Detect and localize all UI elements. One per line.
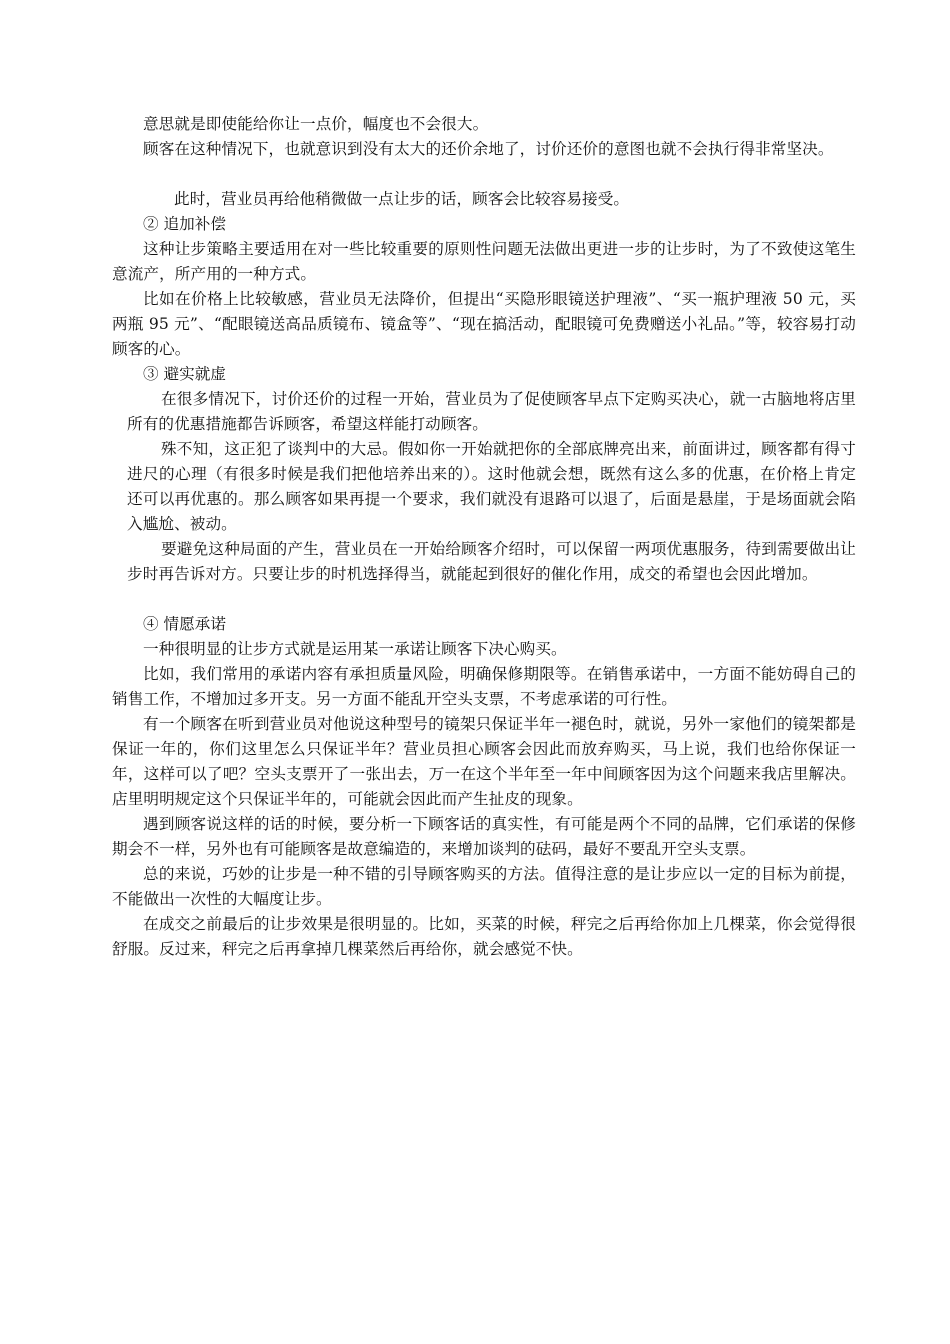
paragraph-warranty-example: 有一个顾客在听到营业员对他说这种型号的镜架只保证半年一褪色时，就说，另外一家他们的镜架都是保证一年的，你们这里怎么只保证半年？营业员担心顾客会因此而放弃购买，马上说，我们也给你保证一年，这样可以了吧？空头支票开了一张出去，万一在这个半年至一年中间顾客因为这个问题来我店里解决。店里明明规定这个只保证半年的，可能就会因此而产生扯皮的现象。 [112,715,856,808]
paragraph-reserve-offers: 要避免这种局面的产生，营业员在一开始给顾客介绍时，可以保留一两项优惠服务，待到需要做出让步时再告诉对方。只要让步的时机选择得当，就能起到很好的催化作用，成交的希望也会因此增加。 [127,540,856,583]
paragraph-compensation-strategy: 这种让步策略主要适用在对一些比较重要的原则性问题无法做出更进一步的让步时，为了不致使这笔生意流产，所产用的一种方式。 [112,240,856,283]
section-heading-willing-promise: ④ 情愿承诺 [143,615,226,633]
paragraph-final-concession: 在成交之前最后的让步效果是很明显的。比如，买菜的时候，秤完之后再给你加上几棵菜，你会觉得很舒服。反过来，秤完之后再拿掉几棵菜然后再给你，就会感觉不快。 [112,915,856,958]
paragraph-verify-claims: 遇到顾客说这样的话的时候，要分析一下顾客话的真实性，有可能是两个不同的品牌，它们承诺的保修期会不一样，另外也有可能顾客是故意编造的，来增加谈判的砝码，最好不要乱开空头支票。 [112,815,856,858]
paragraph-reveal-all-offers: 在很多情况下，讨价还价的过程一开始，营业员为了促使顾客早点下定购买决心，就一古脑地将店里所有的优惠措施都告诉顾客，希望这样能打动顾客。 [127,390,856,433]
paragraph-promise-method: 一种很明显的让步方式就是运用某一承诺让顾客下决心购买。 [143,640,567,658]
paragraph-summary: 总的来说，巧妙的让步是一种不错的引导顾客购买的方法。值得注意的是让步应以一定的目标为前提，不能做出一次性的大幅度让步。 [112,865,856,908]
paragraph-promise-content: 比如，我们常用的承诺内容有承担质量风险，明确保修期限等。在销售承诺中，一方面不能妨碍自己的销售工作，不增加过多开支。另一方面不能乱开空头支票，不考虑承诺的可行性。 [112,665,856,708]
paragraph-customer-realization: 顾客在这种情况下，也就意识到没有太大的还价余地了，讨价还价的意图也就不会执行得非常坚决。 [143,140,834,158]
paragraph-small-concession: 此时，营业员再给他稍微做一点让步的话，顾客会比较容易接受。 [174,190,630,208]
paragraph-negotiation-taboo: 殊不知，这正犯了谈判中的大忌。假如你一开始就把你的全部底牌亮出来，前面讲过，顾客都有得寸进尺的心理（有很多时候是我们把他培养出来的）。这时他就会想，既然有这么多的优惠，在价格上肯定还可以再优惠的。那么顾客如果再提一个要求，我们就没有退路可以退了，后面是悬崖，于是场面就会陷入尴尬、被动。 [127,440,856,533]
section-heading-compensation: ② 追加补偿 [143,215,226,233]
section-heading-avoid-substance: ③ 避实就虚 [143,365,226,383]
paragraph-compensation-example: 比如在价格上比较敏感，营业员无法降价，但提出“买隐形眼镜送护理液”、“买一瓶护理液 50 元，买两瓶 95 元”、“配眼镜送高品质镜布、镜盒等”、“现在搞活动，配眼镜可免费赠送小礼品。”等，较容易打动顾客的心。 [112,290,856,358]
paragraph-discount-magnitude: 意思就是即使能给你让一点价，幅度也不会很大。 [143,115,489,133]
